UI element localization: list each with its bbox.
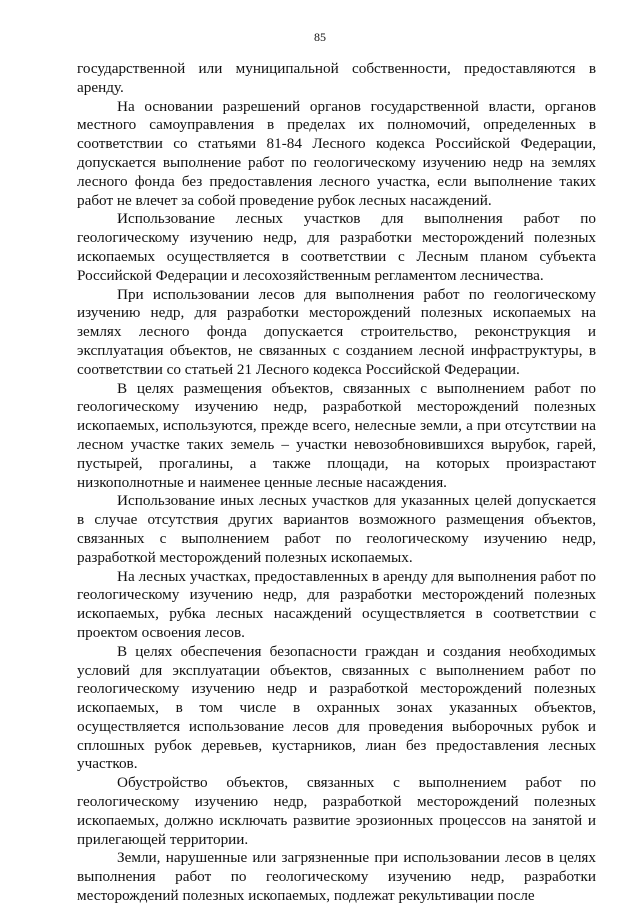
paragraph-continuation: государственной или муниципальной собственности, предоставляются в аренду. [77,60,596,96]
paragraph: Использование лесных участков для выполнения работ по геологическому изучению недр, для разработки месторождений полезных ископаемых осуществляется в соответствии с Лесным планом субъекта Российской Федерации и лесохозяйственным регламентом лесничества. [77,210,596,284]
paragraph: Обустройство объектов, связанных с выполнением работ по геологическому изучению недр, разработкой месторождений полезных ископаемых, должно исключать развитие эрозионных процессов на занятой и прилегающей территории. [77,774,596,848]
document-body [77,60,596,906]
paragraph: Использование иных лесных участков для указанных целей допускается в случае отсутствия других вариантов возможного размещения объектов, связанных с выполнением работ по геологическому изучению недр, разработкой месторождений полезных ископаемых. [77,492,596,566]
paragraph: На основании разрешений органов государственной власти, органов местного самоуправления в пределах их полномочий, определенных в соответствии со статьями 81-84 Лесного кодекса Российской Федерации, допускается выполнение работ по геологическому изучению недр на землях лесного фонда без предоставления лесного участка, если выполнение таких работ не влечет за собой проведение рубок лесных насаждений. [77,97,596,209]
paragraph: При использовании лесов для выполнения работ по геологическому изучению недр, для разработки месторождений полезных ископаемых на землях лесного фонда допускается строительство, реконструкция и эксплуатация объектов, не связанных с созданием лесной инфраструктуры, в соответствии со статьей 21 Лесного кодекса Российской Федерации. [77,285,596,378]
paragraph: На лесных участках, предоставленных в аренду для выполнения работ по геологическому изучению недр, для разработки месторождений полезных ископаемых, рубка лесных насаждений осуществляется в соответствии с проектом освоения лесов. [77,567,596,641]
paragraph: В целях размещения объектов, связанных с выполнением работ по геологическому изучению недр, разработкой месторождений полезных ископаемых, используются, прежде всего, нелесные земли, а при отсутствии на лесном участке таких земель – участки невозобновившихся вырубок, гарей, пустырей, прогалины, а также площади, на которых произрастают низкополнотные и наименее ценные лесные насаждения. [77,379,596,491]
page-number: 85 [314,30,326,44]
paragraph-truncated: Земли, нарушенные или загрязненные при использовании лесов в целях выполнения работ по геологическому изучению недр, разработки месторождений полезных ископаемых, подлежат рекультивации после [77,849,596,905]
paragraph: В целях обеспечения безопасности граждан и создания необходимых условий для эксплуатации объектов, связанных с выполнением работ по геологическому изучению недр и разработкой месторождений полезных ископаемых, в том числе в охранных зонах указанных объектов, осуществляется использование лесов для проведения выборочных рубок и сплошных рубок деревьев, кустарников, лиан без предоставления лесных участков. [77,642,596,773]
